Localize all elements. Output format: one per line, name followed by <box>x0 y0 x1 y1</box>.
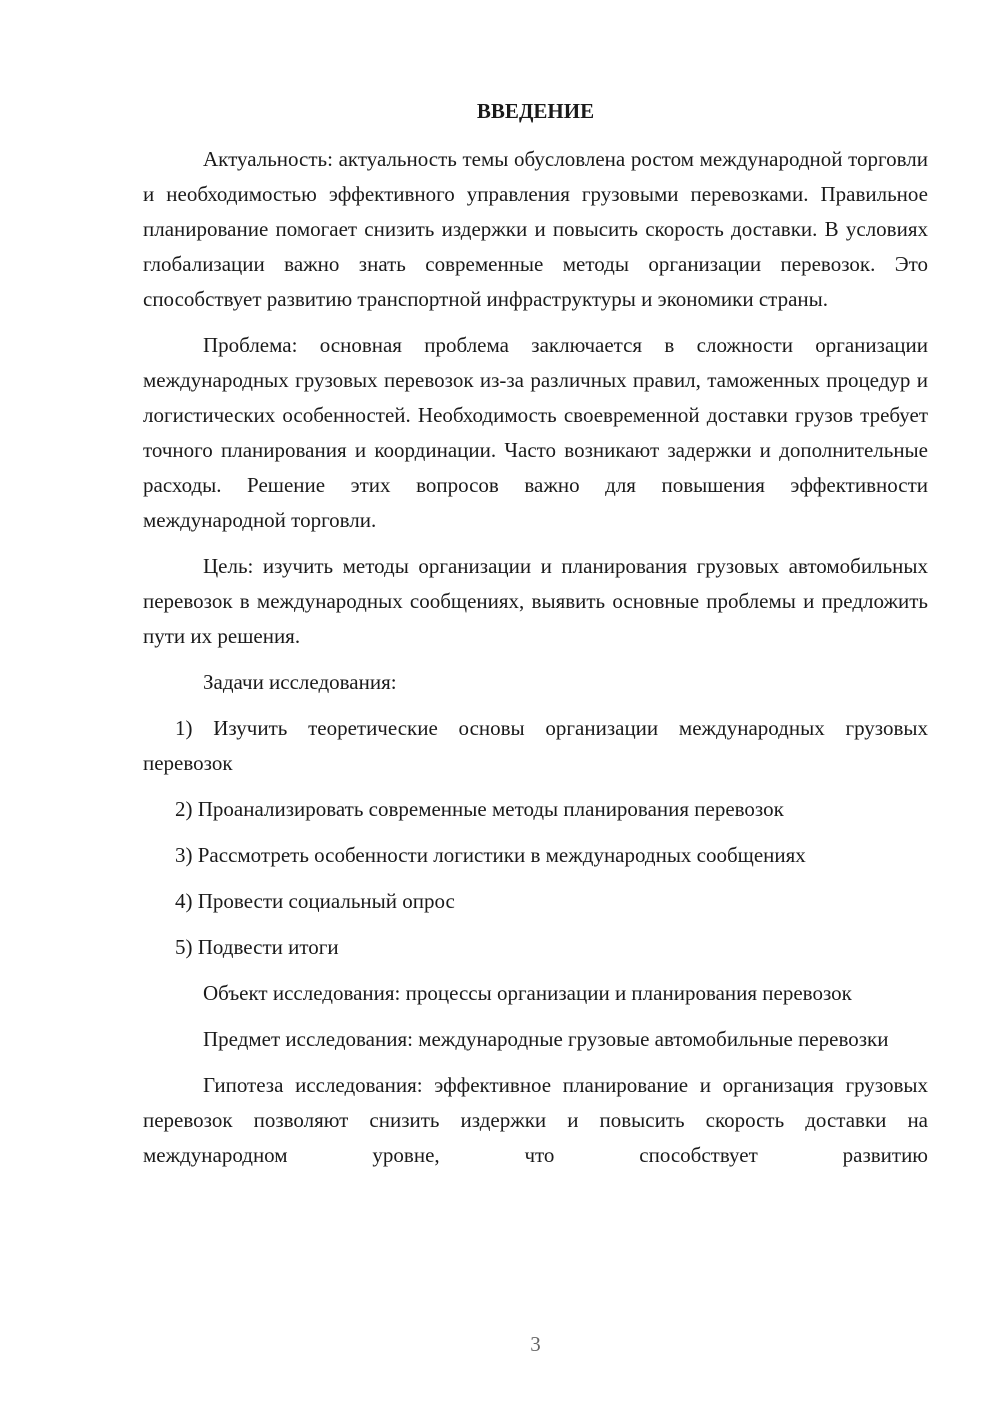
section-title: ВВЕДЕНИЕ <box>476 99 595 123</box>
document-page <box>143 96 928 1184</box>
subject-paragraph: Предмет исследования: международные грузовые автомобильные перевозки <box>203 1027 889 1051</box>
tasks-label: Задачи исследования: <box>203 670 397 694</box>
hypothesis-paragraph: Гипотеза исследования: эффективное планирование и организация грузовых перевозок позволяют снизить издержки и повысить скорость доставки на международном уровне, что способствует развитию <box>143 1073 928 1167</box>
problem-paragraph: Проблема: основная проблема заключается в сложности организации международных грузовых перевозок из-за различных правил, таможенных процедур и логистических особенностей. Необходимость своевременной доставки грузов требует точного планирования и координации. Часто возникают задержки и дополнительные расходы. Решение этих вопросов важно для повышения эффективности международной торговли. <box>143 333 928 532</box>
task-item-3: 3) Рассмотреть особенности логистики в международных сообщениях <box>175 843 806 867</box>
task-item-4: 4) Провести социальный опрос <box>175 889 455 913</box>
relevance-paragraph: Актуальность: актуальность темы обусловлена ростом международной торговли и необходимостью эффективного управления грузовыми перевозками. Правильное планирование помогает снизить издержки и повысить скорость доставки. В условиях глобализации важно знать современные методы организации перевозок. Это способствует развитию транспортной инфраструктуры и экономики страны. <box>143 147 928 311</box>
task-list <box>143 711 928 965</box>
page-number: 3 <box>530 1332 541 1356</box>
task-item-2: 2) Проанализировать современные методы планирования перевозок <box>175 797 784 821</box>
task-item-1: 1) Изучить теоретические основы организации международных грузовых перевозок <box>143 716 928 775</box>
task-item-5: 5) Подвести итоги <box>175 935 339 959</box>
goal-paragraph: Цель: изучить методы организации и планирования грузовых автомобильных перевозок в международных сообщениях, выявить основные проблемы и предложить пути их решения. <box>143 554 928 648</box>
object-paragraph: Объект исследования: процессы организации и планирования перевозок <box>203 981 852 1005</box>
